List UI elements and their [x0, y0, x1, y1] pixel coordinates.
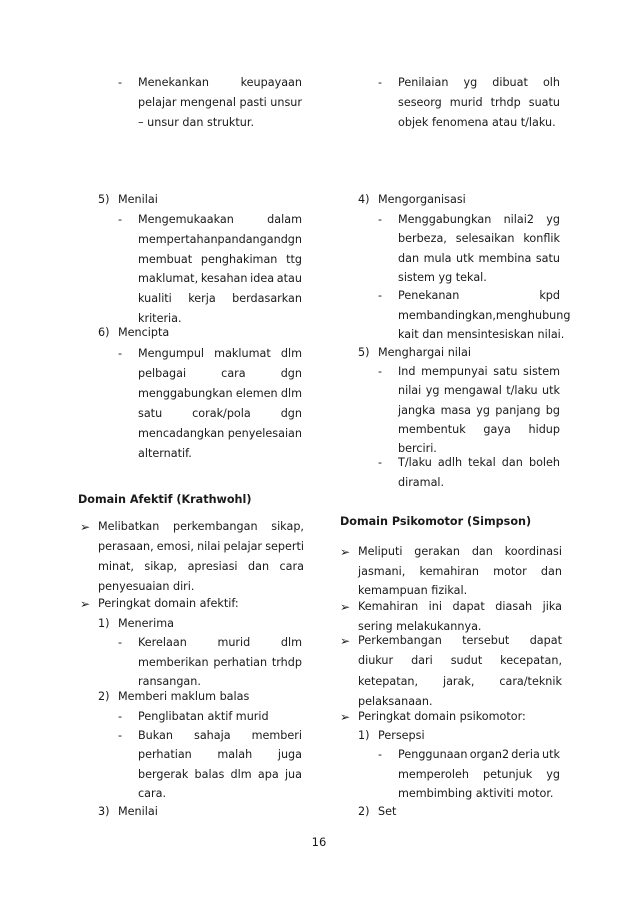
- bullet-text: Peringkat domain afektif:: [98, 597, 239, 610]
- bullet-text: jasmani, kemahiran motor dan: [358, 564, 562, 578]
- list-item-text: satu corak/pola dgn: [138, 407, 302, 420]
- list-item-text: membandingkan, menghubung: [398, 308, 571, 322]
- bullet-arrow: ➢: [80, 520, 91, 534]
- list-dash: -: [118, 213, 123, 226]
- list-dash: -: [378, 213, 383, 226]
- list-item-text: Bukan sahaja memberi: [138, 729, 302, 742]
- bullet-text: kemampuan fizikal.: [358, 584, 468, 597]
- bullet-arrow: ➢: [340, 710, 351, 724]
- list-number: 1): [358, 729, 370, 742]
- list-item-text: mencadangkan penyelesaian: [138, 427, 302, 440]
- list-item-text: nilai yg mengawal t/laku utk: [398, 384, 560, 398]
- list-item-text: dan mula utk membina satu: [398, 251, 560, 265]
- list-item-text: berciri.: [398, 442, 437, 456]
- list-item-text: membentuk gaya hidup: [398, 422, 560, 436]
- list-item-text: Penglibatan aktif murid: [138, 710, 269, 723]
- list-dash: -: [378, 456, 383, 469]
- list-number: 2): [98, 690, 110, 703]
- list-dash: -: [118, 347, 123, 360]
- bullet-text: diukur dari sudut kecepatan,: [358, 654, 562, 668]
- list-dash: -: [378, 289, 383, 302]
- list-heading: Set: [378, 805, 397, 818]
- list-heading: Mencipta: [118, 326, 170, 339]
- list-item-text: T/laku adlh tekal dan boleh: [398, 456, 560, 469]
- list-item-text: Menekankan keupayaan: [138, 76, 302, 89]
- list-item-text: jangka masa yg panjang bg: [398, 403, 560, 417]
- list-number: 6): [98, 326, 110, 339]
- list-item-text: Ind mempunyai satu sistem: [398, 365, 560, 378]
- list-item-text: Penilaian yg dibuat olh: [398, 76, 560, 89]
- list-item-text: ransangan.: [138, 675, 201, 688]
- list-item-text: Mengumpul maklumat dlm: [138, 347, 302, 360]
- list-item-text: mempertahan pandangan dgn: [138, 232, 302, 246]
- bullet-text: Perkembangan tersebut dapat: [358, 634, 562, 647]
- list-number: 4): [358, 193, 370, 206]
- list-item-text: Mengemukaakan dalam: [138, 213, 302, 226]
- list-dash: -: [118, 710, 123, 723]
- list-heading: Menerima: [118, 617, 174, 630]
- bullet-arrow: ➢: [340, 545, 351, 559]
- list-item-text: menggabungkan elemen dlm: [138, 387, 302, 400]
- section-heading: Domain Afektif (Krathwohl): [78, 493, 252, 506]
- bullet-text: sering melakukannya.: [358, 619, 482, 633]
- bullet-text: Melibatkan perkembangan sikap,: [98, 520, 304, 533]
- list-item-text: memberikan perhatian trhdp: [138, 655, 302, 669]
- list-heading: Memberi maklum balas: [118, 690, 250, 703]
- list-number: 2): [358, 805, 370, 818]
- list-number: 5): [98, 193, 110, 206]
- bullet-text: pelaksanaan.: [358, 694, 433, 708]
- bullet-text: Peringkat domain psikomotor:: [358, 710, 526, 723]
- list-item-text: seseorg murid trhdp suatu: [398, 96, 560, 109]
- bullet-arrow: ➢: [340, 634, 351, 648]
- list-item-text: diramal.: [398, 476, 445, 489]
- list-item-text: Penekanan kpd: [398, 289, 560, 302]
- list-item-text: objek fenomena atau t/laku.: [398, 116, 556, 129]
- list-item-text: alternatif.: [138, 447, 192, 460]
- list-item-text: sistem yg tekal.: [398, 270, 487, 284]
- list-item-text: memperoleh petunjuk yg: [398, 767, 560, 781]
- list-heading: Menghargai nilai: [378, 346, 471, 359]
- list-item-text: membimbing aktiviti motor.: [398, 787, 554, 800]
- list-item-text: pelbagai cara dgn: [138, 367, 302, 380]
- list-item-text: Kerelaan murid dlm: [138, 636, 302, 649]
- list-item-text: pelajar mengenal pasti unsur: [138, 96, 302, 109]
- list-heading: Menilai: [118, 805, 158, 818]
- section-heading: Domain Psikomotor (Simpson): [340, 515, 532, 528]
- bullet-text: ketepatan, jarak, cara/teknik: [358, 674, 562, 688]
- list-item-text: membuat penghakiman ttg: [138, 252, 302, 266]
- list-dash: -: [118, 76, 123, 89]
- list-number: 1): [98, 617, 110, 630]
- list-number: 5): [358, 346, 370, 359]
- bullet-arrow: ➢: [340, 600, 351, 614]
- list-item-text: Penggunaan organ2 deria utk: [398, 748, 560, 761]
- list-item-text: cara.: [138, 786, 167, 800]
- list-item-text: berbeza, selesaikan konflik: [398, 232, 560, 246]
- bullet-text: minat, sikap, apresiasi dan cara: [98, 560, 304, 573]
- list-dash: -: [378, 748, 383, 761]
- bullet-arrow: ➢: [80, 597, 91, 611]
- list-dash: -: [378, 76, 383, 89]
- list-dash: -: [118, 636, 123, 649]
- list-heading: Mengorganisasi: [378, 193, 466, 206]
- list-dash: -: [118, 729, 123, 742]
- list-item-text: maklumat, kesahan idea atau: [138, 272, 302, 286]
- list-dash: -: [378, 365, 383, 378]
- list-item-text: kriteria.: [138, 312, 182, 325]
- list-item-text: kait dan mensintesiskan nilai.: [398, 328, 565, 341]
- list-item-text: Menggabungkan nilai2 yg: [398, 213, 560, 226]
- list-item-text: kualiti kerja berdasarkan: [138, 292, 302, 306]
- bullet-text: Meliputi gerakan dan koordinasi: [358, 545, 562, 558]
- list-number: 3): [98, 805, 110, 818]
- list-item-text: bergerak balas dlm apa jua: [138, 767, 302, 781]
- bullet-text: Kemahiran ini dapat diasah jika: [358, 600, 562, 613]
- list-item-text: perhatian malah juga: [138, 748, 302, 762]
- list-item-text: – unsur dan struktur.: [138, 116, 254, 129]
- page-number: 16: [311, 835, 327, 849]
- list-heading: Menilai: [118, 193, 158, 206]
- list-heading: Persepsi: [378, 729, 425, 742]
- bullet-text: penyesuaian diri.: [98, 580, 195, 593]
- bullet-text: perasaan, emosi, nilai pelajar seperti: [98, 540, 304, 553]
